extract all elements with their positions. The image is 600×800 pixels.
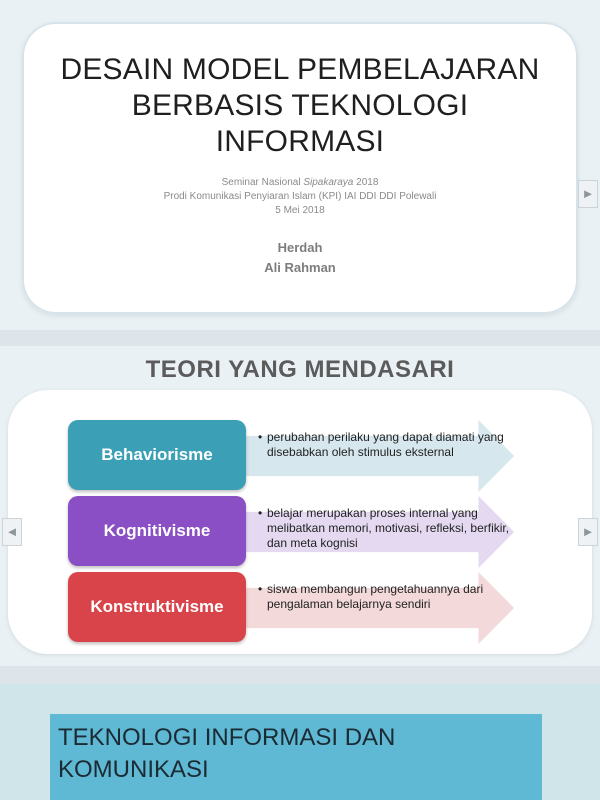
slide-2-heading: TEORI YANG MENDASARI: [145, 356, 455, 383]
prev-slide-arrow-icon[interactable]: ◄: [2, 518, 22, 546]
theory-label-box: Konstruktivisme: [68, 572, 246, 642]
theory-row-konstruktivisme: [68, 572, 528, 644]
theory-row-behaviorisme: [68, 420, 528, 492]
title-band: [50, 714, 542, 800]
theory-description: • siswa membangun pengetahuannya dari pengalaman belajarnya sendiri: [258, 582, 484, 611]
subtitle-line-2: Prodi Komunikasi Penyiaran Islam (KPI) IAI DDI DDI Polewali: [163, 191, 437, 202]
theory-description: • perubahan perilaku yang dapat diamati yang disebabkan oleh stimulus eksternal: [258, 430, 504, 459]
slide-2: [0, 346, 600, 666]
theory-row-kognitivisme: [68, 496, 528, 568]
theory-label-box: Kognitivisme: [68, 496, 246, 566]
next-slide-arrow-icon[interactable]: ►: [578, 518, 598, 546]
slide-3: [0, 684, 600, 800]
slide-3-title: TEKNOLOGI INFORMASI DAN KOMUNIKASI: [58, 724, 396, 783]
next-slide-arrow-icon[interactable]: ►: [578, 180, 598, 208]
subtitle-line-3: 5 Mei 2018: [275, 205, 325, 216]
slide-subtitle: [100, 176, 500, 218]
author-2: Ali Rahman: [264, 260, 336, 275]
slide-title: DESAIN MODEL PEMBELAJARAN BERBASIS TEKNOLOGI INFORMASI: [60, 53, 540, 158]
theory-label-box: Behaviorisme: [68, 420, 246, 490]
theory-description: • belajar merupakan proses internal yang melibatkan memori, motivasi, refleksi, berfikir, dan meta kognisi: [258, 506, 510, 550]
authors: [200, 238, 400, 278]
slide-1: [0, 0, 600, 330]
subtitle-line-1: Seminar Nasional Sipakaraya 2018: [221, 177, 379, 188]
author-1: Herdah: [277, 240, 323, 255]
